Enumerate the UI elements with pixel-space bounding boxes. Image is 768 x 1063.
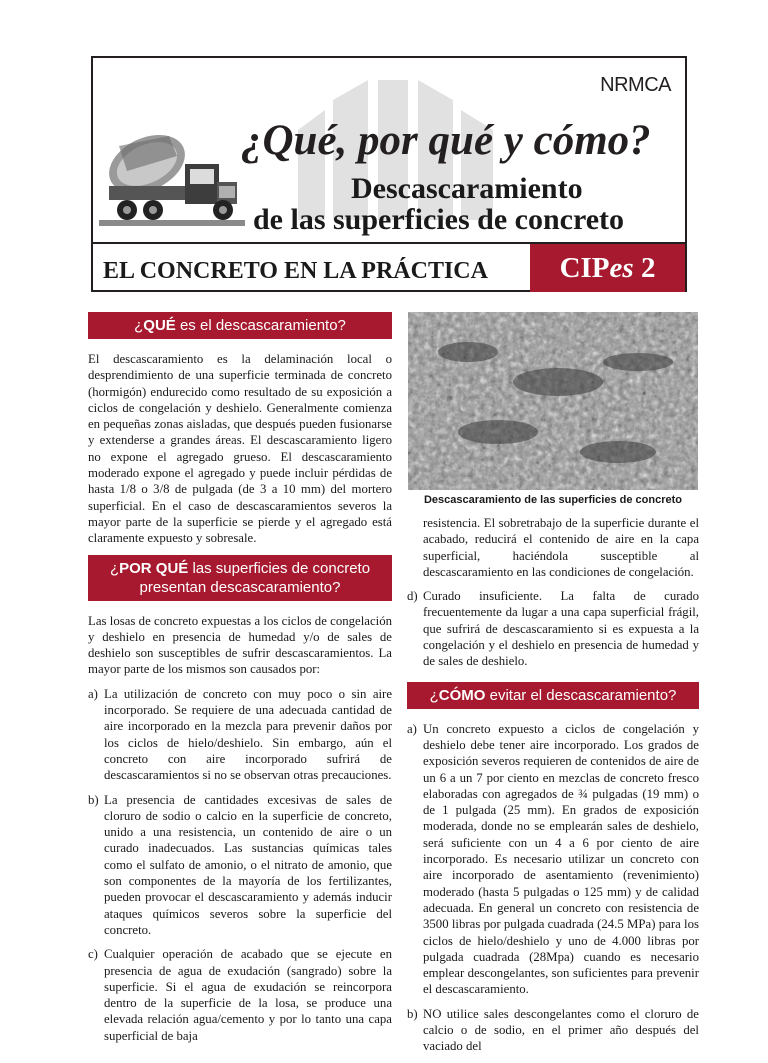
cip-prefix: CIP [559,252,610,284]
list-marker: a) [407,721,417,736]
list-text: Curado insuficiente. La falta de curado frecuentemente da lugar a una capa superficial frágil, que sufrirá de descascaramiento si es expuesta a la congelación y el deshielo en presencia de humedad y de sales de deshielo. [423,589,699,669]
continuation-paragraph: resistencia. El sobretrabajo de la superficie durante el acabado, reducirá el contenido de aire en la capa superficial, haciéndola susceptible al descascaramiento en las condiciones de congelación. [423,516,699,579]
como-heading-pre: ¿ [429,686,439,704]
cip-number: 2 [633,252,656,284]
concrete-truck-illustration [99,116,245,236]
right-column [407,515,699,1063]
que-heading-bold: QUÉ [143,317,176,334]
list-item [88,946,392,1044]
list-text: Cualquier operación de acabado que se ejecute en presencia de agua de exudación (sangrado) sobre la superficie. Si el agua de exudación se reincorpora dentro de la superficie de la losa, se produce una elevada relación agua/cemento y por lo tanto una capa superficial de baja [104,947,392,1043]
subtitle-line-1: Descascaramiento [351,172,583,205]
list-marker: c) [88,947,98,962]
series-title: EL CONCRETO EN LA PRÁCTICA [103,258,488,284]
page-title: ¿Qué, por qué y cómo? [241,117,651,164]
que-paragraph: El descascaramiento es la delaminación local o desprendimiento de una superficie terminada de concreto (hormigón) endurecido como resultado de su exposición a ciclos de congelación y deshielo. Generalmente comienza en pequeñas zonas aisladas, que después pueden fusionarse y extenderse a grandes áreas. El descascaramiento ligero no expone el agregado grueso. El descascaramiento moderado expone el agregado y puede incluir pérdidas de hasta 1/8 o 3/8 de pulgada (de 3 a 10 mm) del mortero superficial. En el caso de descascaramientos severos la mayor parte de la superficie se pierde y el agregado está claramente expuesto y sobresale. [88,352,392,546]
list-item [88,686,392,784]
header-box [91,56,687,292]
que-heading [88,312,392,339]
porque-heading-pre: ¿ [109,559,120,577]
list-item [407,1006,699,1055]
left-column [88,312,392,1052]
cip-italic: es [609,252,634,284]
list-text: NO utilice sales descongelantes como el cloruro de calcio o de sodio, en el primer año después del vaciado del [423,1006,699,1054]
list-marker: a) [88,686,98,701]
list-text: La utilización de concreto con muy poco o sin aire incorporado. Se requiere de una adecuada cantidad de aire incorporado en la mezcla para prevenir daños por los ciclos de hielo/deshielo. Sin embargo, aún el concreto con aire incorporado sufrirá de descascaramientos si no se observan otras precauciones. [104,686,392,783]
list-marker: d) [407,589,418,604]
list-text: Un concreto expuesto a ciclos de congelación y deshielo debe tener aire incorporado. Los grados de exposición severos requieren de contenidos de aire de un 6 a un 7 por ciento en mezclas de concreto fresco elaboradas con agregados de ¾ pulgadas (19 mm) o de 1 pulgada (25 mm). En grados de exposición moderada, donde no se emplearán sales de deshielo, será suficiente con un 4 a 6 por ciento de aire incorporado. Es necesario utilizar un concreto con aire incorporado de asentamiento (revenimiento) moderado (hasta 5 pulgadas o 125 mm) y de calidad adecuada. En general un concreto con resistencia de 3500 libras por pulgada cuadrada (24.5 MPa) para los ciclos de hielo/deshielo y uno de 4.000 libras por pulgada cuadrada (28Mpa) cuando es necesario emplear descongelantes, son suficientes para prevenir el descascaramiento. [423,721,699,997]
como-heading-bold: CÓMO [438,686,486,704]
list-item [407,721,699,998]
org-label: NRMCA [600,74,671,96]
porque-heading [88,555,392,601]
photo-caption: Descascaramiento de las superficies de concreto [423,494,682,506]
list-marker: b) [88,792,99,807]
porque-heading-rest: las superficies de concreto presentan descascaramiento? [139,559,371,596]
que-heading-pre: ¿ [134,317,144,334]
como-heading-rest: evitar el descascaramiento? [485,686,677,704]
list-marker: b) [407,1006,418,1021]
list-text: La presencia de cantidades excesivas de sales de cloruro de sodio o calcio en la superficie de concreto, unido a una resistencia, un contenido de aire o un curado inadecuados. Las sustancias químicas tales como el sulfato de amonio, o el nitrato de amonio, que son componentes de la mayoría de los fertilizantes, pueden provocar el descascaramiento y además inducir ataques químicos severos sobre la superficie del concreto. [104,792,392,937]
scaling-surface-photo [408,312,698,490]
subtitle-line-2: de las superficies de concreto [253,203,625,236]
como-heading [407,682,699,709]
que-heading-rest: es el descascaramiento? [175,317,346,334]
cip-badge [530,244,685,292]
porque-intro: Las losas de concreto expuestas a los ciclos de congelación y deshielo en presencia de humedad y/o de sales de deshielo son susceptibles de sufrir descascaramientos. La mayor parte de los mismos son causados por: [88,613,392,677]
porque-heading-bold: POR QUÉ [119,559,189,577]
list-item [88,792,392,939]
list-item [407,588,699,669]
